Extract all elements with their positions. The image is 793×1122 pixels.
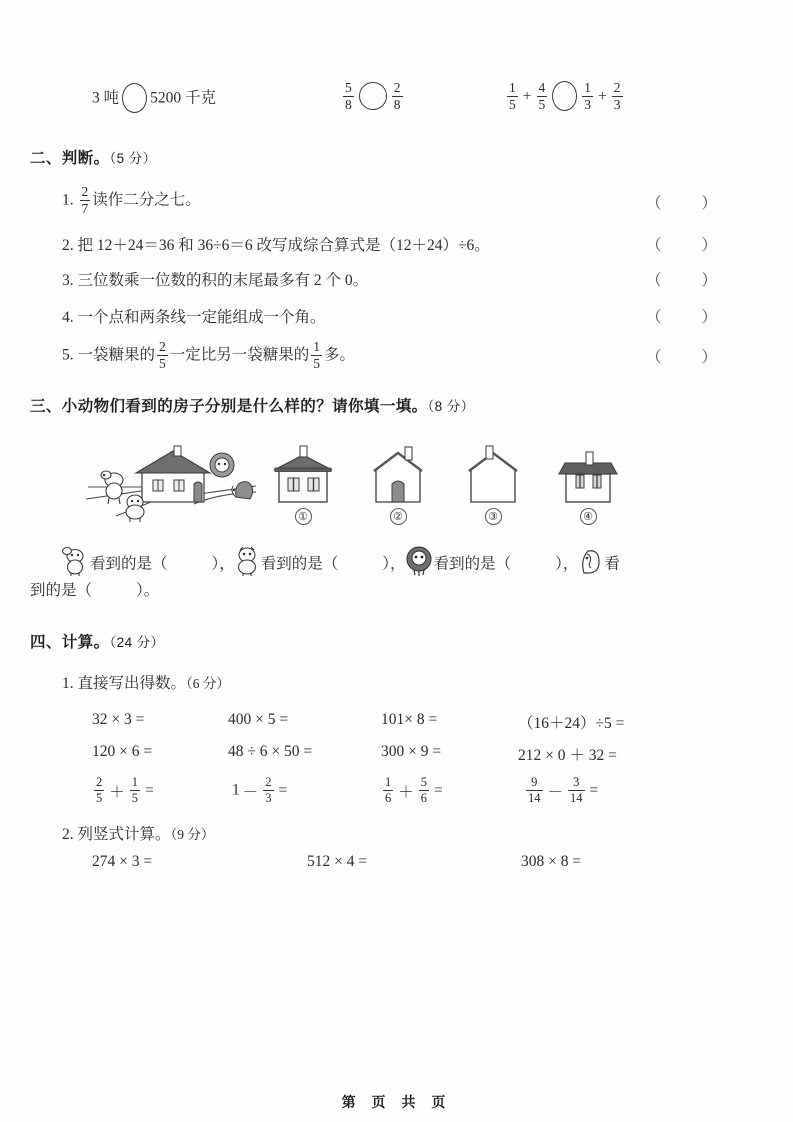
dog-icon	[62, 546, 88, 580]
calc-1-2[interactable]: 400 × 5 =	[228, 711, 289, 728]
house-2-svg	[363, 444, 433, 508]
compare-right-1: 5200 千克	[150, 89, 217, 107]
section-2-item-2: 2. 把 12＋24＝36 和 36÷6＝6 改写成综合算式是（12＋24）÷6。	[62, 237, 490, 254]
answer-tail-prefix: 看	[604, 555, 620, 573]
calc-2-3[interactable]: 300 × 9 =	[381, 743, 442, 760]
section-3-heading: 三、小动物们看到的房子分别是什么样的？请你填一填。（8 分）	[30, 398, 475, 415]
fraction-2-5-c: $\frac{2}{5}$	[96, 775, 103, 805]
fraction-2-3-c: $\frac{2}{3}$	[265, 775, 272, 805]
calc-2-1[interactable]: 120 × 6 =	[92, 743, 153, 760]
page-footer: 第 页 共 页	[341, 1094, 452, 1110]
section-3-answer-line-2: 到的是（ ）。	[30, 582, 160, 599]
fraction-1-5-c: $\frac{1}{5}$	[131, 775, 139, 805]
compare-item-1	[92, 84, 216, 114]
fraction-4-5: $\frac{4}{5}$	[538, 80, 546, 112]
compare-circle-2[interactable]	[359, 82, 387, 110]
fraction-2-3: $\frac{2}{3}$	[613, 80, 621, 112]
calc-2-2[interactable]: 48 ÷ 6 × 50 =	[228, 743, 313, 760]
fraction-1-3: $\frac{1}{3}$	[584, 80, 591, 112]
calc-4-1[interactable]: 274 × 3 =	[92, 853, 153, 870]
house-label-4: ④	[568, 508, 608, 525]
fraction-1-5: $\frac{1}{5}$	[509, 80, 516, 112]
fraction-5-8: $\frac{5}{8}$	[345, 80, 352, 112]
fraction-1-6: $\frac{1}{6}$	[385, 775, 392, 805]
pig-icon	[235, 546, 259, 580]
house-4-svg	[553, 444, 623, 508]
lion-icon	[406, 546, 432, 580]
section-2-item-3: 3. 三位数乘一位数的积的末尾最多有 2 个 0。	[62, 272, 369, 289]
calc-3-3[interactable]: $\frac{1}{6}$ ＋ $\frac{5}{6}$ =	[385, 775, 443, 805]
farm-scene-illustration	[86, 442, 256, 522]
answer-text-1: 看到的是（	[90, 555, 168, 573]
calc-1-1[interactable]: 32 × 3 =	[92, 711, 145, 728]
fraction-2-8: $\frac{2}{8}$	[393, 80, 401, 112]
calc-1-3[interactable]: 101× 8 =	[381, 711, 438, 728]
section-2-item-4: 4. 一个点和两条线一定能组成一个角。	[62, 309, 326, 326]
house-option-2[interactable]	[363, 444, 433, 513]
plus-sign-1: +	[522, 88, 532, 106]
house-label-2: ②	[378, 508, 418, 525]
calc-1-4[interactable]: （16＋24）÷5 =	[518, 715, 625, 732]
answer-text-2: 看到的是（	[260, 555, 339, 573]
house-label-1: ①	[283, 508, 323, 525]
section-2-item-1: 1. $\frac{2}{7}$ 读作二分之七。	[62, 184, 201, 216]
scene-svg	[86, 442, 256, 522]
house-option-4[interactable]	[553, 444, 623, 513]
fraction-2-5: $\frac{2}{5}$	[159, 339, 166, 371]
fraction-5-6: $\frac{5}{6}$	[420, 775, 428, 805]
section-4-heading: 四、计算。（24 分）	[30, 634, 165, 651]
fraction-9-14: $\frac{9}{14}$	[528, 775, 541, 805]
answer-bracket-5[interactable]: （ ）	[646, 349, 720, 366]
calc-3-4[interactable]: $\frac{9}{14}$ － $\frac{3}{14}$ =	[528, 775, 599, 805]
calc-4-2[interactable]: 512 × 4 =	[307, 853, 368, 870]
hedgehog-icon	[578, 546, 602, 580]
answer-bracket-4[interactable]: （ ）	[646, 309, 720, 326]
compare-circle-3[interactable]	[552, 81, 577, 111]
fraction-3-14: $\frac{3}{14}$	[570, 775, 583, 805]
compare-left-1: 3 吨	[92, 89, 120, 107]
calc-3-1[interactable]: $\frac{2}{5}$ ＋ $\frac{1}{5}$ =	[96, 775, 154, 805]
answer-bracket-2[interactable]: （ ）	[646, 237, 720, 254]
section-4-sub-2: 2. 列竖式计算。（9 分）	[62, 826, 215, 843]
calc-3-2[interactable]: 1 － $\frac{2}{3}$ =	[232, 775, 288, 805]
house-1-svg	[268, 444, 338, 508]
house-option-3[interactable]	[458, 444, 528, 513]
answer-bracket-1[interactable]: （ ）	[646, 195, 720, 212]
section-2-item-5: 5. 一袋糖果的 $\frac{2}{5}$ 一定比另一袋糖果的 $\frac{1}{5}$ 多。	[62, 339, 356, 371]
answer-text-3: 看到的是（	[433, 555, 512, 573]
calc-4-3[interactable]: 308 × 8 =	[521, 853, 582, 870]
answer-bracket-3[interactable]: （ ）	[646, 272, 720, 289]
house-label-3: ③	[473, 508, 513, 525]
house-3-svg	[458, 444, 528, 508]
section-3-answer-line-1: 看到的是（ ）， 看到的是（ ）， 看到的是（ ）， 看	[62, 548, 620, 582]
section-2-heading: 二、判断。（5 分）	[30, 150, 157, 167]
fraction-2-7: $\frac{2}{7}$	[81, 184, 89, 216]
compare-item-2	[341, 82, 405, 112]
house-option-1[interactable]	[268, 444, 338, 513]
plus-sign-2: +	[598, 88, 607, 106]
compare-item-3	[505, 82, 625, 112]
calc-2-4[interactable]: 212 × 0 ＋ 32 =	[518, 747, 617, 764]
compare-circle-1[interactable]	[122, 83, 147, 113]
fraction-1-5-b: $\frac{1}{5}$	[313, 339, 321, 371]
section-4-sub-1: 1. 直接写出得数。（6 分）	[62, 675, 230, 692]
answer-text-4: 到的是（	[30, 582, 93, 599]
